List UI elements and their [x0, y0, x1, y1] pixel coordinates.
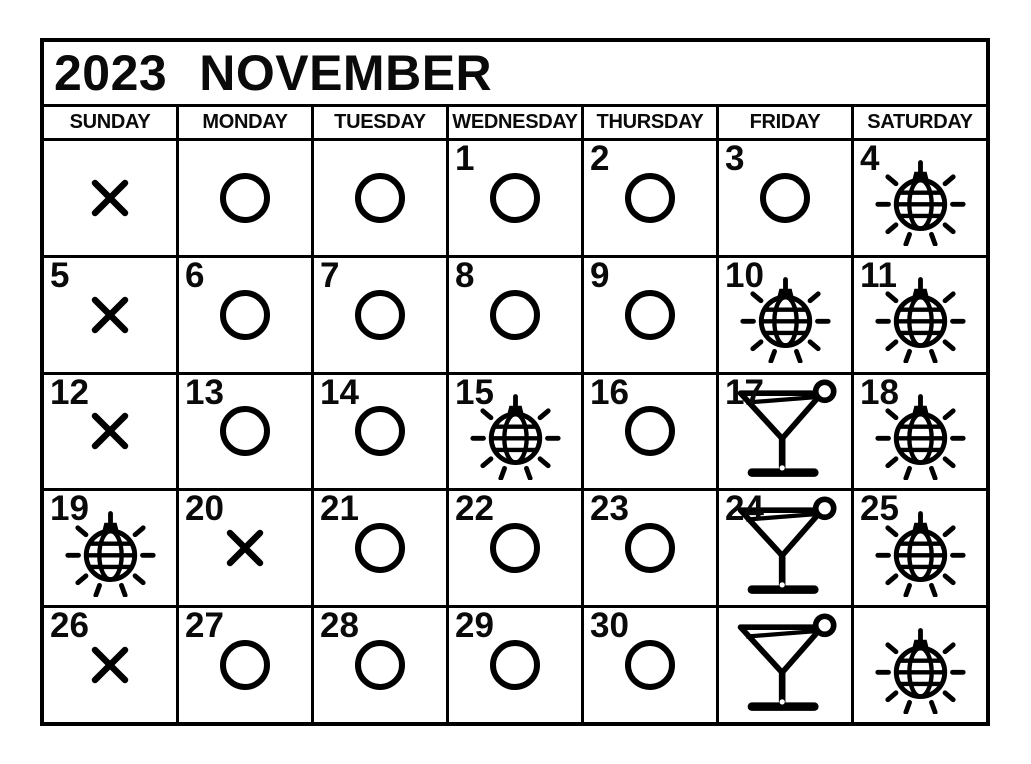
circle-icon — [489, 289, 541, 341]
day-cell-11 — [854, 258, 986, 372]
day-number: 5 — [50, 257, 70, 295]
day-number: 24 — [725, 491, 764, 529]
day-number: 9 — [590, 257, 610, 295]
x-icon — [87, 175, 133, 221]
day-cell-26 — [44, 608, 176, 722]
circle-icon — [354, 522, 406, 574]
weekday-label-monday: MONDAY — [179, 107, 311, 138]
day-cell-18 — [854, 375, 986, 489]
martini-icon — [728, 613, 842, 717]
day-cell-14 — [314, 375, 446, 489]
circle-icon — [219, 289, 271, 341]
day-cell-15 — [449, 375, 581, 489]
day-cell-30 — [584, 608, 716, 722]
circle-icon — [624, 405, 676, 457]
weekday-label-tuesday: TUESDAY — [314, 107, 446, 138]
day-number: 20 — [185, 491, 224, 529]
day-cell-20 — [179, 491, 311, 605]
weekday-label-thursday: THURSDAY — [584, 107, 716, 138]
day-cell-21 — [314, 491, 446, 605]
day-cell-1 — [449, 141, 581, 255]
weekday-label-wednesday: WEDNESDAY — [449, 107, 581, 138]
day-cell-13 — [179, 375, 311, 489]
day-number: 16 — [590, 374, 629, 412]
circle-icon — [219, 639, 271, 691]
day-number: 17 — [725, 374, 764, 412]
calendar-grid — [44, 141, 986, 722]
day-number: 11 — [860, 257, 897, 295]
day-cell-24 — [719, 491, 851, 605]
circle-icon — [624, 639, 676, 691]
disco-ball-icon — [872, 149, 969, 246]
day-number: 22 — [455, 491, 494, 529]
day-number: 10 — [725, 257, 764, 295]
day-cell-6 — [179, 258, 311, 372]
day-cell-4 — [854, 141, 986, 255]
day-cell-blank — [179, 141, 311, 255]
day-number: 6 — [185, 257, 205, 295]
weekday-header-row — [44, 107, 986, 138]
circle-icon — [759, 172, 811, 224]
day-number: 13 — [185, 374, 224, 412]
x-icon — [87, 642, 133, 688]
circle-icon — [624, 522, 676, 574]
day-cell-blank — [854, 608, 986, 722]
day-cell-blank — [44, 141, 176, 255]
day-cell-12 — [44, 375, 176, 489]
day-cell-22 — [449, 491, 581, 605]
circle-icon — [624, 289, 676, 341]
calendar-month: NOVEMBER — [199, 45, 493, 101]
day-cell-7 — [314, 258, 446, 372]
day-cell-25 — [854, 491, 986, 605]
day-cell-2 — [584, 141, 716, 255]
day-number: 21 — [320, 491, 359, 529]
day-number: 8 — [455, 257, 475, 295]
circle-icon — [354, 639, 406, 691]
day-cell-blank — [719, 608, 851, 722]
circle-icon — [219, 405, 271, 457]
day-number: 25 — [860, 491, 899, 529]
x-icon — [222, 525, 268, 571]
day-cell-9 — [584, 258, 716, 372]
day-cell-8 — [449, 258, 581, 372]
day-cell-10 — [719, 258, 851, 372]
day-number: 7 — [320, 257, 340, 295]
day-cell-27 — [179, 608, 311, 722]
circle-icon — [354, 289, 406, 341]
day-cell-5 — [44, 258, 176, 372]
calendar-year: 2023 — [54, 45, 168, 101]
day-number: 12 — [50, 374, 89, 412]
weekday-label-friday: FRIDAY — [719, 107, 851, 138]
weekday-label-saturday: SATURDAY — [854, 107, 986, 138]
day-number: 15 — [455, 374, 494, 412]
day-cell-blank — [314, 141, 446, 255]
day-number: 28 — [320, 608, 359, 646]
day-cell-16 — [584, 375, 716, 489]
disco-ball-icon — [872, 617, 969, 714]
day-cell-29 — [449, 608, 581, 722]
day-number: 1 — [455, 141, 475, 178]
calendar-title — [44, 42, 986, 104]
day-number: 19 — [50, 491, 89, 529]
day-cell-23 — [584, 491, 716, 605]
day-number: 18 — [860, 374, 899, 412]
day-cell-28 — [314, 608, 446, 722]
day-number: 29 — [455, 608, 494, 646]
day-number: 23 — [590, 491, 629, 529]
day-cell-17 — [719, 375, 851, 489]
day-number: 26 — [50, 608, 89, 646]
day-cell-3 — [719, 141, 851, 255]
circle-icon — [624, 172, 676, 224]
circle-icon — [219, 172, 271, 224]
weekday-label-sunday: SUNDAY — [44, 107, 176, 138]
calendar — [40, 38, 990, 726]
circle-icon — [354, 172, 406, 224]
x-icon — [87, 408, 133, 454]
x-icon — [87, 292, 133, 338]
day-number: 14 — [320, 374, 359, 412]
circle-icon — [354, 405, 406, 457]
day-number: 27 — [185, 608, 224, 646]
circle-icon — [489, 522, 541, 574]
day-number: 3 — [725, 141, 745, 178]
day-number: 2 — [590, 141, 610, 178]
circle-icon — [489, 639, 541, 691]
circle-icon — [489, 172, 541, 224]
day-cell-19 — [44, 491, 176, 605]
day-number: 30 — [590, 608, 629, 646]
day-number: 4 — [860, 141, 880, 178]
